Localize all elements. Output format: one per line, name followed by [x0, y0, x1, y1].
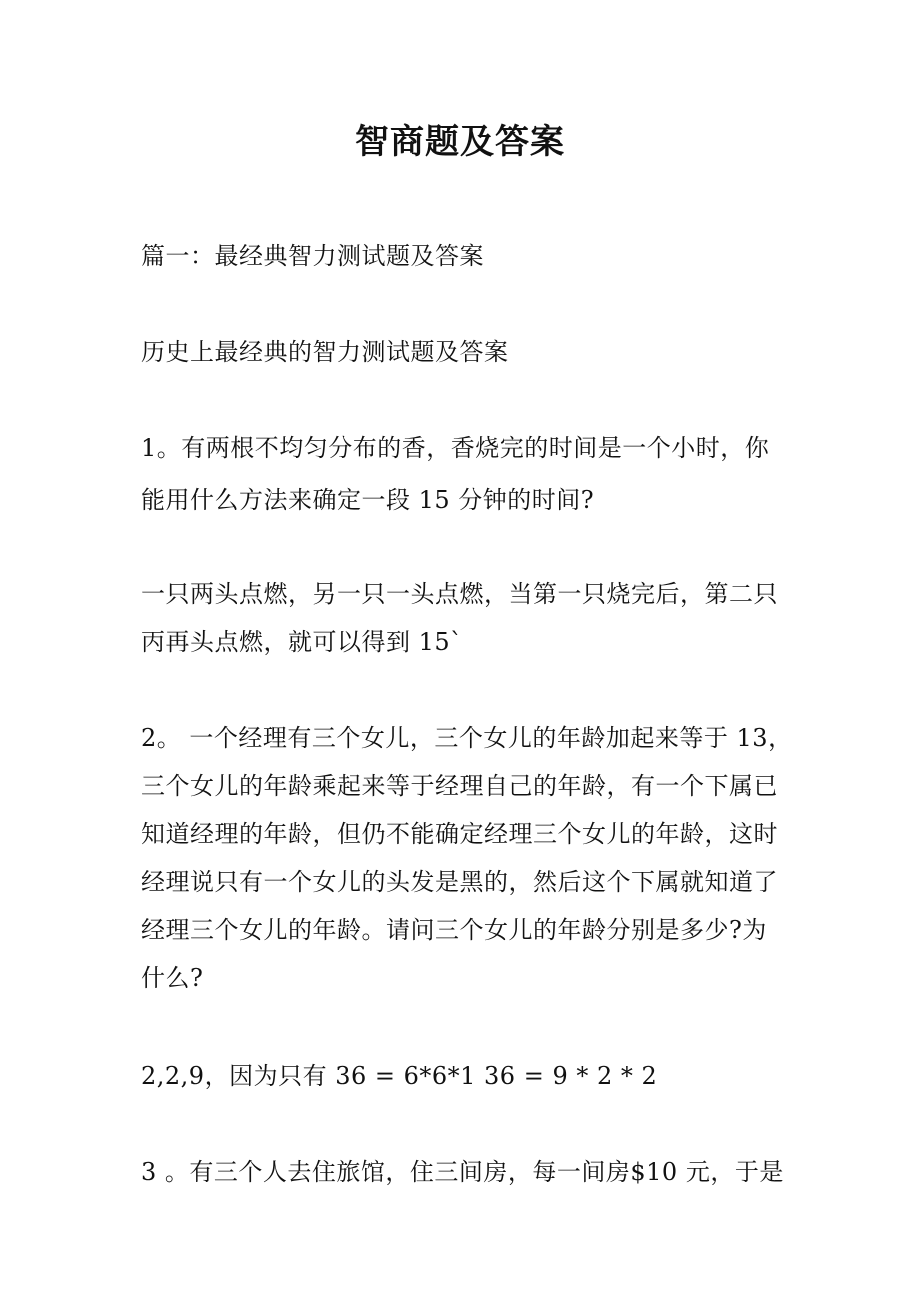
- question-2-line-2: 三个女儿的年龄乘起来等于经理自己的年龄，有一个下属已: [141, 772, 778, 800]
- section-heading: 篇一：最经典智力测试题及答案: [141, 242, 484, 270]
- question-3-line-1: 3 。有三个人去住旅馆，住三间房，每一间房$10 元，于是: [141, 1158, 784, 1186]
- page-title: 智商题及答案: [355, 122, 565, 162]
- answer-1-line-1: 一只两头点燃，另一只一头点燃，当第一只烧完后，第二只: [141, 580, 778, 608]
- question-2-line-5: 经理三个女儿的年龄。请问三个女儿的年龄分别是多少?为: [141, 916, 767, 944]
- question-2-line-3: 知道经理的年龄，但仍不能确定经理三个女儿的年龄，这时: [141, 820, 778, 848]
- question-1-line-1: 1。有两根不均匀分布的香，香烧完的时间是一个小时，你: [141, 434, 770, 462]
- question-2-line-6: 什么?: [141, 964, 204, 992]
- answer-1-line-2: 丙再头点燃，就可以得到 15`: [141, 628, 463, 656]
- answer-2-line-1: 2,2,9，因为只有 36 = 6*6*1 36 = 9 * 2 * 2: [141, 1062, 658, 1090]
- subtitle: 历史上最经典的智力测试题及答案: [141, 338, 509, 366]
- question-2-line-1: 2。 一个经理有三个女儿，三个女儿的年龄加起来等于 13，: [141, 724, 793, 752]
- question-1-line-2: 能用什么方法来确定一段 15 分钟的时间?: [141, 486, 595, 514]
- question-2-line-4: 经理说只有一个女儿的头发是黑的，然后这个下属就知道了: [141, 868, 778, 896]
